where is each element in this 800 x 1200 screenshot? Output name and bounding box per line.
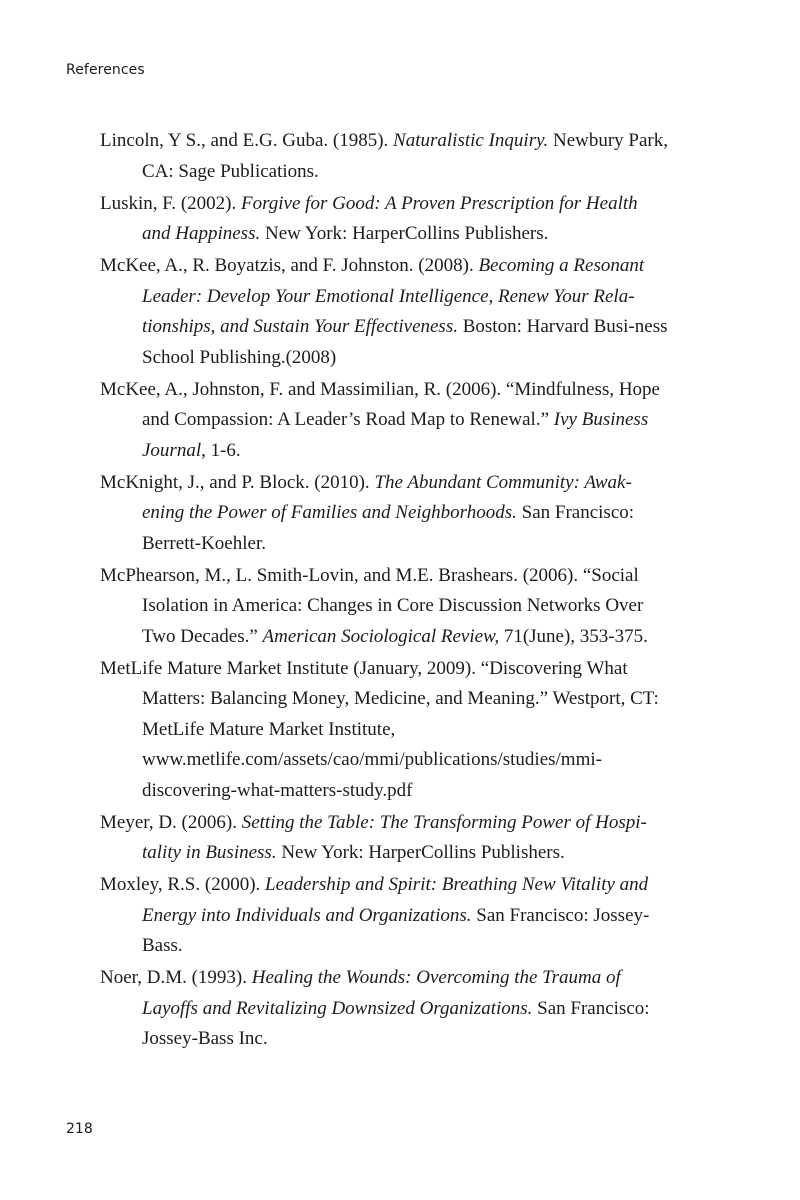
reference-authors-year: Moxley, R.S. (2000).: [100, 874, 266, 895]
reference-authors-year: Meyer, D. (2006).: [100, 811, 242, 833]
reference-title: Setting the Table: The Transforming Power of Hospi-tality in Business.: [142, 811, 647, 863]
reference-publisher: Newbury Park, CA: Sage Publications.: [142, 130, 669, 182]
reference-entry: [100, 561, 670, 653]
reference-publisher: San Francisco: Jossey-Bass Inc.: [142, 997, 650, 1049]
reference-title: Becoming a Resonant Leader: Develop Your Emotional Intelligence, Renew Your Rela-tionships, and Sustain Your Effectiveness.: [142, 255, 645, 337]
page-number: 218: [66, 1121, 93, 1137]
reference-authors-year: MetLife Mature Market Institute (January, 2009). “Discovering What Matters: Balancing Money, Medicine, and Meaning.” Westport, CT: MetLife Mature Market Institute, www.metlife.com/assets/cao/mmi/publications/studies/mmi-discovering-what-matters-study.pdf: [100, 657, 659, 801]
reference-publisher: San Francisco: Berrett-Koehler.: [142, 502, 635, 554]
reference-publisher: 71(June), 353-375.: [499, 625, 648, 647]
reference-entry: [100, 808, 670, 869]
reference-title: Healing the Wounds: Overcoming the Trauma of Layoffs and Revitalizing Downsized Organizations.: [142, 967, 621, 1019]
reference-title: Naturalistic Inquiry.: [393, 130, 549, 151]
reference-entry: [100, 654, 670, 807]
reference-publisher: New York: HarperCollins Publishers.: [260, 223, 549, 244]
reference-authors-year: Luskin, F. (2002).: [100, 192, 241, 214]
reference-title: Ivy Business Journal,: [142, 409, 649, 461]
reference-authors-year: McKee, A., Johnston, F. and Massimilian, R. (2006). “Mindfulness, Hope and Compassion: A Leader’s Road Map to Renewal.”: [100, 378, 660, 430]
reference-authors-year: McKnight, J., and P. Block. (2010).: [100, 471, 375, 493]
reference-entry: [100, 375, 670, 467]
reference-entry: [100, 963, 670, 1055]
reference-authors-year: McKee, A., R. Boyatzis, and F. Johnston. (2008).: [100, 255, 479, 276]
reference-title: American Sociological Review,: [262, 625, 500, 647]
reference-entry: [100, 189, 670, 250]
reference-authors-year: Lincoln, Y S., and E.G. Guba. (1985).: [100, 130, 394, 151]
reference-entry: [100, 468, 670, 560]
reference-list: [100, 126, 670, 1056]
reference-authors-year: Noer, D.M. (1993).: [100, 967, 252, 988]
running-head: References: [66, 62, 145, 78]
reference-publisher: New York: HarperCollins Publishers.: [276, 842, 565, 863]
reference-title: The Abundant Community: Awak-ening the Power of Families and Neighborhoods.: [142, 471, 632, 523]
reference-publisher: San Francisco: Jossey-Bass.: [142, 904, 650, 956]
reference-entry: [100, 126, 670, 187]
reference-title: Leadership and Spirit: Breathing New Vitality and Energy into Individuals and Organizations.: [142, 874, 649, 926]
reference-publisher: 1-6.: [205, 439, 241, 461]
reference-entry: [100, 251, 670, 373]
reference-publisher: Boston: Harvard Busi-ness School Publishing.(2008): [142, 316, 668, 368]
reference-title: Forgive for Good: A Proven Prescription for Health and Happiness.: [142, 192, 638, 244]
reference-authors-year: McPhearson, M., L. Smith-Lovin, and M.E. Brashears. (2006). “Social Isolation in America: Changes in Core Discussion Networks Over Two Decades.”: [100, 564, 644, 647]
reference-entry: [100, 870, 670, 962]
